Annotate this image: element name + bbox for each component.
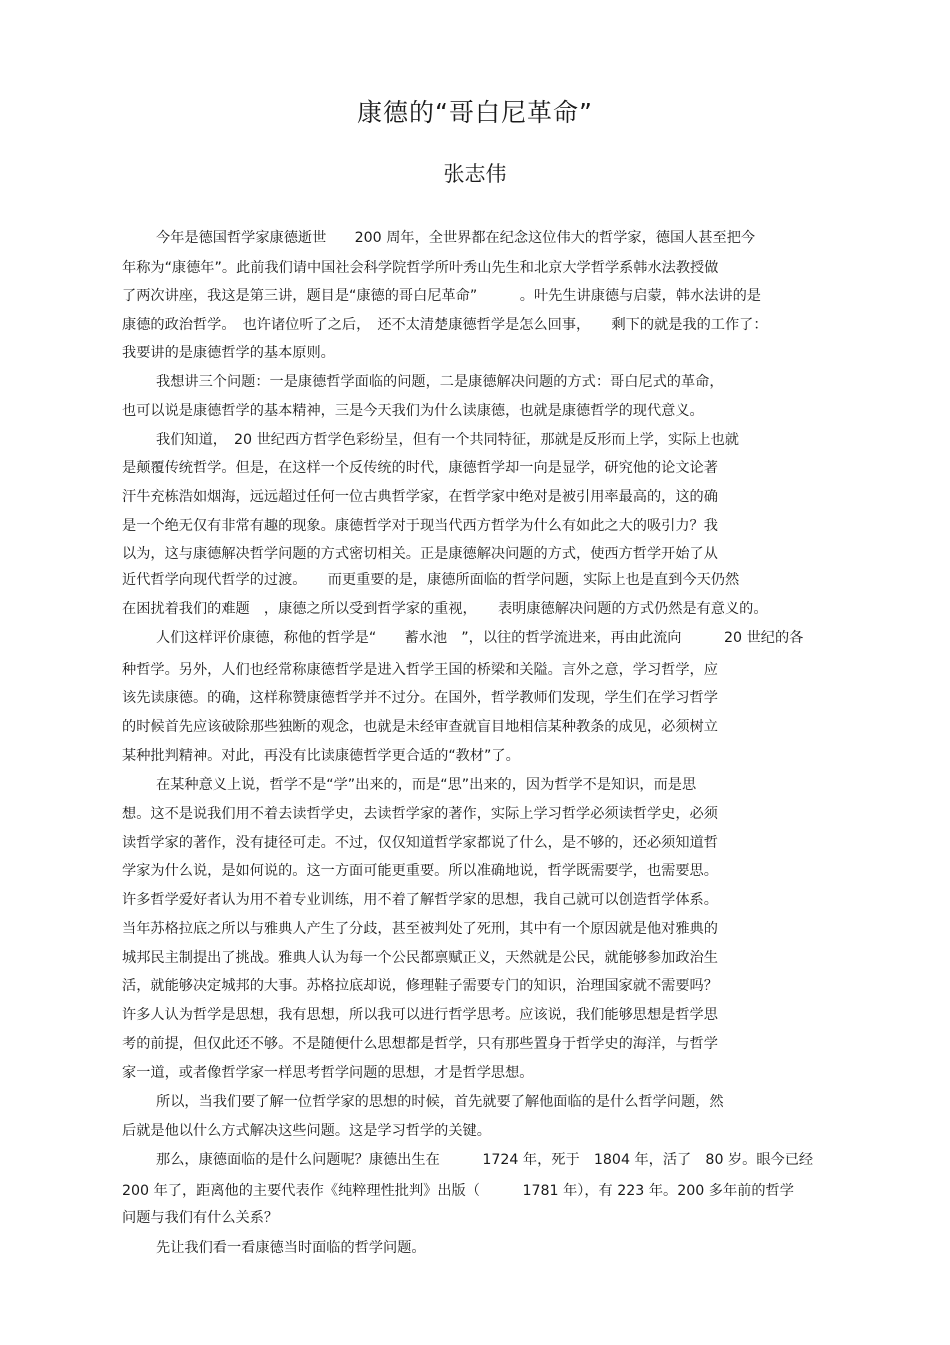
author-name: 张志伟 — [443, 162, 507, 186]
text-line: 是颠覆传统哲学。但是，在这样一个反传统的时代，康德哲学却一向是显学，研究他的论文论著 — [122, 460, 718, 476]
text-line: 种哲学。另外，人们也经常称康德哲学是进入哲学王国的桥梁和关隘。言外之意，学习哲学，应 — [122, 662, 718, 678]
text-line: 活，就能够决定城邦的大事。苏格拉底却说，修理鞋子需要专门的知识，治理国家就不需要吗？ — [122, 978, 718, 994]
text-line: 200 年了，距离他的主要代表作《纯粹理性批判》出版（ 1781 年），有 223 年。200 多年前的哲学 — [122, 1183, 794, 1199]
text-line: 先让我们看一看康德当时面临的哲学问题。 — [156, 1240, 426, 1256]
text-line: 也可以说是康德哲学的基本精神，三是今天我们为什么读康德，也就是康德哲学的现代意义。 — [122, 403, 704, 419]
text-line: 学家为什么说，是如何说的。这一方面可能更重要。所以准确地说，哲学既需要学，也需要思。 — [122, 863, 718, 879]
text-line: 我要讲的是康德哲学的基本原则。 — [122, 345, 335, 361]
text-line: 在某种意义上说，哲学不是“学”出来的，而是“思”出来的，因为哲学不是知识，而是思 — [156, 777, 697, 793]
text-line: 以为，这与康德解决哲学问题的方式密切相关。正是康德解决问题的方式，使西方哲学开始了从 — [122, 546, 718, 562]
text-line: 人们这样评价康德，称他的哲学是“ 蓄水池 ”，以往的哲学流进来，再由此流向 20 世纪的各 — [156, 630, 804, 646]
text-line: 许多哲学爱好者认为用不着专业训练，用不着了解哲学家的思想，我自己就可以创造哲学体系。 — [122, 892, 718, 908]
text-line: 我想讲三个问题：一是康德哲学面临的问题，二是康德解决问题的方式：哥白尼式的革命， — [156, 374, 724, 390]
text-line: 某种批判精神。对此，再没有比读康德哲学更合适的“教材”了。 — [122, 748, 520, 764]
text-line: 汗牛充栋浩如烟海，远远超过任何一位古典哲学家，在哲学家中绝对是被引用率最高的，这的确 — [122, 489, 718, 505]
text-line: 了两次讲座，我这是第三讲，题目是“康德的哥白尼革命” 。叶先生讲康德与启蒙，韩水法讲的是 — [122, 288, 761, 304]
text-line: 许多人认为哲学是思想，我有思想，所以我可以进行哲学思考。应该说，我们能够思想是哲学思 — [122, 1007, 718, 1023]
text-line: 康德的政治哲学。 也许诸位听了之后， 还不太清楚康德哲学是怎么回事， 剩下的就是我的工作了： — [122, 317, 768, 333]
text-line: 当年苏格拉底之所以与雅典人产生了分歧，甚至被判处了死刑，其中有一个原因就是他对雅典的 — [122, 921, 718, 937]
text-line: 的时候首先应该破除那些独断的观念，也就是未经审查就盲目地相信某种教条的成见，必须树立 — [122, 719, 718, 735]
text-line: 问题与我们有什么关系？ — [122, 1210, 279, 1226]
text-line: 该先读康德。的确，这样称赞康德哲学并不过分。在国外，哲学教师们发现，学生们在学习哲学 — [122, 690, 718, 706]
text-line: 年称为“康德年”。此前我们请中国社会科学院哲学所叶秀山先生和北京大学哲学系韩水法教授做 — [122, 260, 719, 276]
text-line: 是一个绝无仅有非常有趣的现象。康德哲学对于现当代西方哲学为什么有如此之大的吸引力？我 — [122, 518, 718, 534]
text-line: 家一道，或者像哲学家一样思考哲学问题的思想，才是哲学思想。 — [122, 1065, 534, 1081]
text-line: 读哲学家的著作，没有捷径可走。不过，仅仅知道哲学家都说了什么，是不够的，还必须知道哲 — [122, 835, 718, 851]
text-line: 考的前提，但仅此还不够。不是随便什么思想都是哲学，只有那些置身于哲学史的海洋，与哲学 — [122, 1036, 718, 1052]
text-line: 想。这不是说我们用不着去读哲学史，去读哲学家的著作，实际上学习哲学必须读哲学史，必须 — [122, 806, 718, 822]
text-line: 今年是德国哲学家康德逝世 200 周年，全世界都在纪念这位伟大的哲学家，德国人甚至把今 — [156, 230, 756, 246]
document-title: 康德的“哥白尼革命” — [357, 98, 593, 127]
text-line: 城邦民主制提出了挑战。雅典人认为每一个公民都禀赋正义，天然就是公民，就能够参加政治生 — [122, 950, 718, 966]
text-line: 所以，当我们要了解一位哲学家的思想的时候，首先就要了解他面临的是什么哲学问题，然 — [156, 1094, 724, 1110]
text-line: 近代哲学向现代哲学的过渡。 而更重要的是，康德所面临的哲学问题，实际上也是直到今天仍然 — [122, 572, 740, 588]
text-line: 后就是他以什么方式解决这些问题。这是学习哲学的关键。 — [122, 1123, 491, 1139]
text-line: 在困扰着我们的难题 ，康德之所以受到哲学家的重视， 表明康德解决问题的方式仍然是有意义的。 — [122, 601, 768, 617]
text-line: 那么，康德面临的是什么问题呢？康德出生在 1724 年，死于 1804 年，活了 80 岁。眼今已经 — [156, 1152, 814, 1168]
text-line: 我们知道， 20 世纪西方哲学色彩纷呈，但有一个共同特征，那就是反形而上学，实际上也就 — [156, 432, 739, 448]
